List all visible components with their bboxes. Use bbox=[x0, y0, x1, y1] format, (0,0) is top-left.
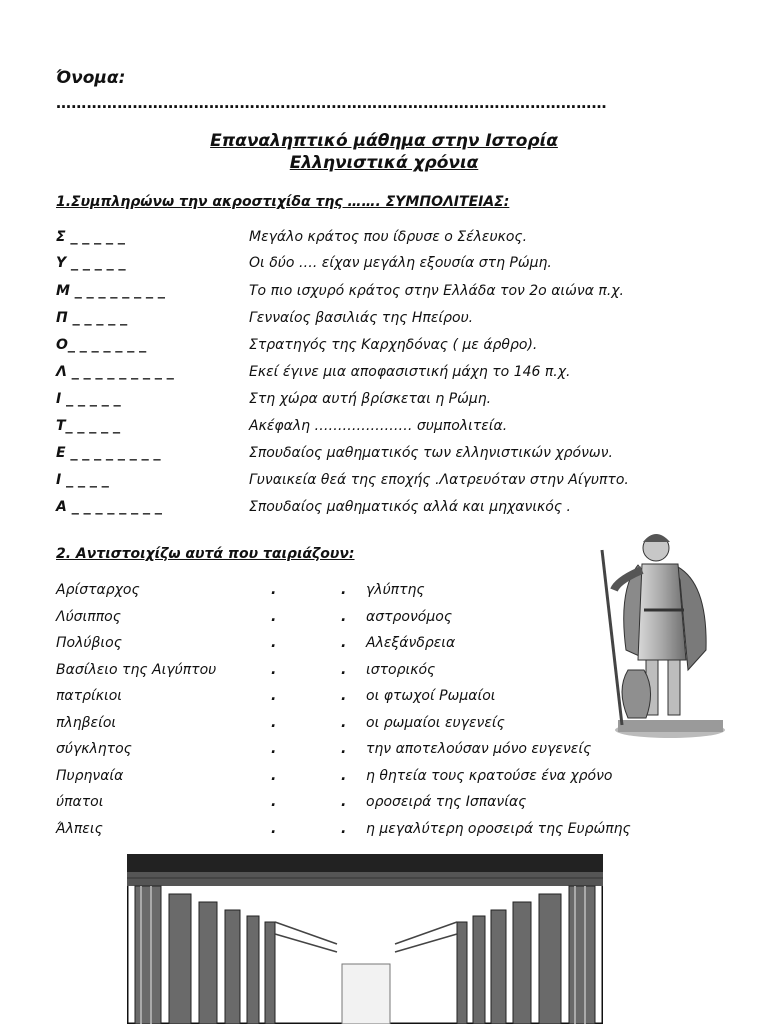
match-left-term: Αρίσταρχος bbox=[56, 582, 140, 598]
acrostic-clue: Σπουδαίος μαθηματικός των ελληνιστικών χρόνων. bbox=[249, 445, 613, 461]
greek-statue-illustration bbox=[588, 520, 728, 740]
match-left-dot: . bbox=[271, 741, 277, 757]
match-right-dot: . bbox=[341, 794, 347, 810]
acrostic-letter-blanks: Ο_ _ _ _ _ _ _ bbox=[56, 337, 147, 353]
matching-row bbox=[56, 635, 676, 661]
acrostic-row bbox=[56, 391, 736, 415]
acrostic-clue: Γυναικεία θεά της εποχής .Λατρευόταν στην Αίγυπτο. bbox=[249, 472, 629, 488]
match-right-dot: . bbox=[341, 741, 347, 757]
match-left-dot: . bbox=[271, 688, 277, 704]
section1-heading: 1.Συμπληρώνω την ακροστιχίδα της ……. ΣΥΜΠΟΛΙΤΕΙΑΣ: bbox=[56, 194, 510, 210]
match-right-term: οι ρωμαίοι ευγενείς bbox=[366, 715, 505, 731]
match-right-dot: . bbox=[341, 688, 347, 704]
match-right-term: αστρονόμος bbox=[366, 609, 453, 625]
acrostic-row bbox=[56, 337, 736, 361]
matching-row bbox=[56, 688, 676, 714]
matching-row bbox=[56, 821, 676, 847]
acrostic-letter-blanks: Σ _ _ _ _ _ bbox=[56, 229, 125, 245]
acrostic-clue: Ακέφαλη ………………… συμπολιτεία. bbox=[249, 418, 508, 434]
match-right-term: την αποτελούσαν μόνο ευγενείς bbox=[366, 741, 592, 757]
match-left-term: Πολύβιος bbox=[56, 635, 122, 651]
matching-row bbox=[56, 662, 676, 688]
matching-row bbox=[56, 582, 676, 608]
acrostic-row bbox=[56, 283, 736, 307]
match-left-term: Λύσιππος bbox=[56, 609, 121, 625]
match-left-dot: . bbox=[271, 582, 277, 598]
acrostic-letter-blanks: Α _ _ _ _ _ _ _ _ bbox=[56, 499, 162, 515]
name-blank-line: ……………………………………………………………………………………………… bbox=[56, 94, 607, 112]
match-right-dot: . bbox=[341, 582, 347, 598]
name-label: Όνομα: bbox=[56, 68, 126, 88]
match-right-term: οι φτωχοί Ρωμαίοι bbox=[366, 688, 496, 704]
worksheet-subtitle: Ελληνιστικά χρόνια bbox=[289, 153, 479, 173]
match-left-dot: . bbox=[271, 609, 277, 625]
section2-heading: 2. Αντιστοιχίζω αυτά που ταιριάζουν: bbox=[56, 546, 355, 562]
match-right-dot: . bbox=[341, 768, 347, 784]
acrostic-clue: Στη χώρα αυτή βρίσκεται η Ρώμη. bbox=[249, 391, 492, 407]
match-left-dot: . bbox=[271, 821, 277, 837]
acrostic-letter-blanks: Μ _ _ _ _ _ _ _ _ bbox=[56, 283, 165, 299]
matching-row bbox=[56, 609, 676, 635]
colonnade-illustration bbox=[127, 854, 603, 1024]
matching-row bbox=[56, 794, 676, 820]
acrostic-clue: Οι δύο …. είχαν μεγάλη εξουσία στη Ρώμη. bbox=[249, 255, 552, 271]
acrostic-clue: Μεγάλο κράτος που ίδρυσε ο Σέλευκος. bbox=[249, 229, 528, 245]
match-left-dot: . bbox=[271, 794, 277, 810]
match-right-term: οροσειρά της Ισπανίας bbox=[366, 794, 527, 810]
acrostic-letter-blanks: Τ_ _ _ _ _ bbox=[56, 418, 121, 434]
match-left-term: ύπατοι bbox=[56, 794, 104, 810]
match-right-term: Αλεξάνδρεια bbox=[366, 635, 456, 651]
match-left-term: Πυρηναία bbox=[56, 768, 124, 784]
match-right-term: ιστορικός bbox=[366, 662, 436, 678]
match-left-term: πληβείοι bbox=[56, 715, 117, 731]
acrostic-clue: Το πιο ισχυρό κράτος στην Ελλάδα τον 2ο αιώνα π.χ. bbox=[249, 283, 624, 299]
match-right-dot: . bbox=[341, 635, 347, 651]
acrostic-row bbox=[56, 310, 736, 334]
match-left-dot: . bbox=[271, 635, 277, 651]
matching-row bbox=[56, 741, 676, 767]
worksheet-title: Επαναληπτικό μάθημα στην Ιστορία bbox=[210, 131, 558, 151]
match-right-dot: . bbox=[341, 662, 347, 678]
acrostic-row bbox=[56, 229, 736, 253]
acrostic-row bbox=[56, 472, 736, 496]
match-right-term: η θητεία τους κρατούσε ένα χρόνο bbox=[366, 768, 613, 784]
acrostic-clue: Γενναίος βασιλιάς της Ηπείρου. bbox=[249, 310, 474, 326]
acrostic-row bbox=[56, 364, 736, 388]
acrostic-letter-blanks: Ε _ _ _ _ _ _ _ _ bbox=[56, 445, 161, 461]
acrostic-clue: Στρατηγός της Καρχηδόνας ( με άρθρο). bbox=[249, 337, 538, 353]
match-left-dot: . bbox=[271, 715, 277, 731]
acrostic-row bbox=[56, 418, 736, 442]
match-left-term: σύγκλητος bbox=[56, 741, 132, 757]
match-right-term: η μεγαλύτερη οροσειρά της Ευρώπης bbox=[366, 821, 631, 837]
match-left-term: Άλπεις bbox=[56, 821, 103, 837]
acrostic-letter-blanks: Υ _ _ _ _ _ bbox=[56, 255, 126, 271]
acrostic-clue: Εκεί έγινε μια αποφασιστική μάχη το 146 π.χ. bbox=[249, 364, 571, 380]
matching-row bbox=[56, 715, 676, 741]
match-left-dot: . bbox=[271, 662, 277, 678]
acrostic-letter-blanks: Ι _ _ _ _ bbox=[56, 472, 109, 488]
match-left-term: Βασίλειο της Αιγύπτου bbox=[56, 662, 217, 678]
acrostic-row bbox=[56, 445, 736, 469]
match-right-dot: . bbox=[341, 715, 347, 731]
match-right-dot: . bbox=[341, 609, 347, 625]
acrostic-clue: Σπουδαίος μαθηματικός αλλά και μηχανικός . bbox=[249, 499, 571, 515]
acrostic-row bbox=[56, 255, 736, 279]
matching-row bbox=[56, 768, 676, 794]
acrostic-letter-blanks: Λ _ _ _ _ _ _ _ _ _ bbox=[56, 364, 174, 380]
match-left-dot: . bbox=[271, 768, 277, 784]
acrostic-letter-blanks: Π _ _ _ _ _ bbox=[56, 310, 128, 326]
acrostic-letter-blanks: Ι _ _ _ _ _ bbox=[56, 391, 121, 407]
match-right-dot: . bbox=[341, 821, 347, 837]
match-left-term: πατρίκιοι bbox=[56, 688, 123, 704]
match-right-term: γλύπτης bbox=[366, 582, 425, 598]
